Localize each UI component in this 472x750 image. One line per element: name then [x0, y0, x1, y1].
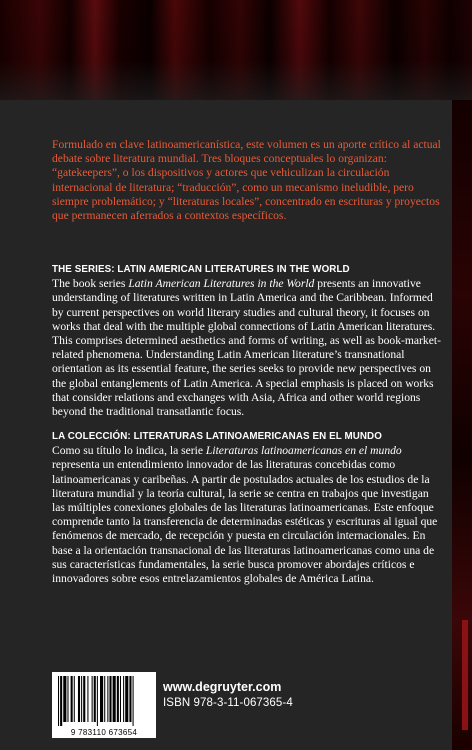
- series-english-section: [52, 263, 444, 419]
- series-english-rest: presents an innovative understanding of literatures written in Latin America and the Caribbean. Informed by current perspectives on world literary studies and cultural theory, it focuses on works that deal with the multiple global connections of Latin American literatures. This comprises determined aesthetics and forms of writing, as well as book-market-related phenomena. Understanding Latin American literature’s transnational orientation as its essential feature, the series seeks to provide new perspectives on the global entanglements of Latin America. A special emphasis is placed on works that consider relations and exchanges with Asia, Africa and other world regions beyond the traditional transatlantic focus.: [52, 277, 441, 419]
- barcode-digits: 9 783110 673654: [70, 728, 138, 737]
- series-spanish-rest: representa un entendimiento innovador de las literaturas concebidas como latinoamericanas y caribeñas. A partir de postulados actuales de los estudios de la literatura mundial y la teoría cultural, la serie se centra en trabajos que investigan las múltiples conexiones globales de las literaturas latinoamericanas. Este enfoque comprende tanto la transferencia de determinadas estéticas y escrituras al igual que fenómenos de mercado, de recepción y puesta en circulación internacionales. En base a la orientación transnacional de las literaturas latinoamericanas como una de sus características fundamentales, la serie busca promover abordajes críticos e innovadores sobre esos entrelazamientos globales de América Latina.: [52, 458, 438, 586]
- series-english-title: THE SERIES: LATIN AMERICAN LITERATURES IN THE WORLD: [52, 264, 350, 276]
- series-english-body: [52, 277, 444, 419]
- top-decorative-band: [0, 0, 472, 100]
- series-english-italic-title: Latin American Literatures in the World: [128, 277, 315, 291]
- series-english-lead: The book series: [52, 277, 129, 291]
- isbn-barcode: [52, 672, 156, 738]
- series-spanish-lead: Como su título lo indica, la serie: [52, 444, 206, 458]
- intro-paragraph: Formulado en clave latinoamericanística, este volumen es un aporte crítico al actual debate sobre literatura mundial. Tres bloques conceptuales lo organizan: “gatekeepers”, o los dispositivos y actores que vehiculizan la circulación internacional de literatura; “traducción”, como un mecanismo ineludible, pero siempre problemático; y “literaturas locales”, concentrado en escrituras y proyectos que permanecen aferrados a contextos específicos.: [52, 138, 441, 223]
- right-decorative-stripe: [452, 100, 472, 750]
- series-spanish-title: LA COLECCIÓN: LITERATURAS LATINOAMERICANAS EN EL MUNDO: [52, 431, 382, 443]
- series-spanish-body: [52, 444, 444, 586]
- series-spanish-italic-title: Literaturas latinoamericanas en el mundo: [205, 444, 402, 458]
- back-cover-text: [52, 138, 444, 597]
- series-spanish-section: [52, 430, 444, 586]
- isbn-number: ISBN 978-3-11-067365-4: [163, 697, 293, 709]
- barcode-bars: [54, 676, 154, 726]
- publisher-website[interactable]: www.degruyter.com: [163, 680, 282, 694]
